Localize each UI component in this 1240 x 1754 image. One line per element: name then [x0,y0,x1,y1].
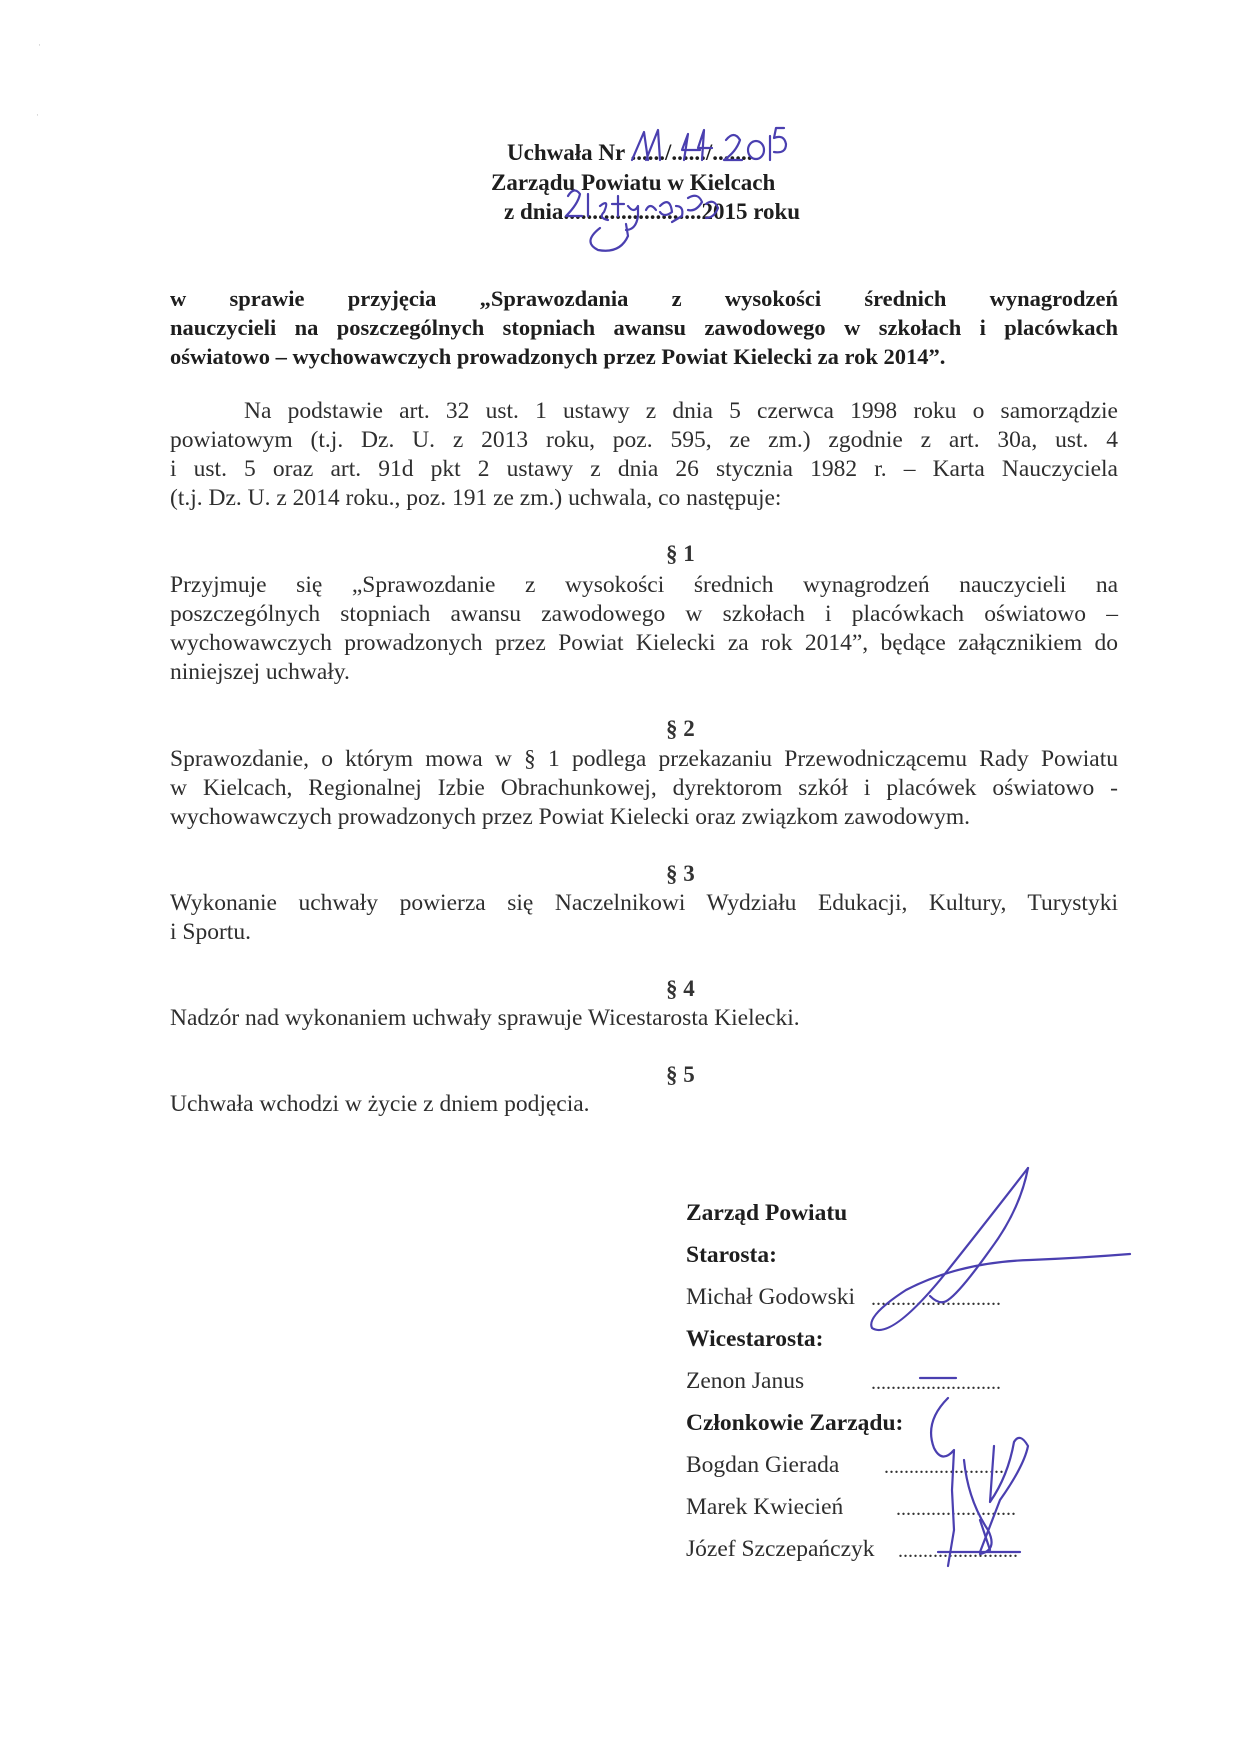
section-3-line-1: Wykonanie uchwały powierza się Naczelnikowi Wydziału Edukacji, Kultury, Turystyki [170,890,1118,916]
section-mark-4: § 4 [666,976,695,1001]
section-1-text [170,571,1118,687]
section-3-text [170,889,1118,947]
date-suffix: 2015 roku [701,199,801,224]
member-1-name: Bogdan Gierada [686,1452,840,1478]
resolution-board [491,170,775,196]
section-1-line-1: Przyjmuje się „Sprawozdanie z wysokości średnich wynagrodzeń nauczycieli na [170,572,1118,598]
section-2-line-3: wychowawczych prowadzonych przez Powiat Kielecki oraz związkom zawodowym. [170,804,970,830]
section-4-text [170,1004,1118,1033]
section-2-text [170,745,1118,832]
member-2-signature-line: ........................ [896,1498,1016,1520]
section-5-line-1: Uchwała wchodzi w życie z dniem podjęcia. [170,1091,590,1117]
section-mark-1: § 1 [666,541,695,566]
section-5-text [170,1090,1118,1119]
starosta-signature-line: .......................... [871,1288,1001,1310]
wicestarosta-name: Zenon Janus [686,1368,805,1394]
section-2-line-2: w Kielcach, Regionalnej Izbie Obrachunkowej, dyrektorom szkół i placówek oświatowo - [170,775,1118,801]
legal-basis-line-4: (t.j. Dz. U. z 2014 roku., poz. 191 ze zm.) uchwala, co następuje: [170,485,782,511]
subject-line-2: nauczycieli na poszczególnych stopniach awansu zawodowego w szkołach i placówkach [170,315,1118,340]
legal-basis-line-2: powiatowym (t.j. Dz. U. z 2013 roku, poz. 595, ze zm.) zgodnie z art. 30a, ust. 4 [170,427,1118,453]
member-2-name: Marek Kwiecień [686,1494,844,1520]
starosta-name: Michał Godowski [686,1284,856,1310]
section-2-line-1: Sprawozdanie, o którym mowa w § 1 podlega przekazaniu Przewodniczącemu Rady Powiatu [170,746,1118,772]
legal-basis-line-1: Na podstawie art. 32 ust. 1 ustawy z dnia 5 czerwca 1998 roku o samorządzie [244,398,1118,424]
scan-artifact: · [38,40,41,50]
subject-line-3: oświatowo – wychowawczych prowadzonych przez Powiat Kielecki za rok 2014”. [170,344,946,369]
date-prefix: z dnia [504,199,564,224]
board-heading: Zarząd Powiatu [686,1200,848,1226]
subject-line-1: w sprawie przyjęcia „Sprawozdania z wysokości średnich wynagrodzeń [170,286,1118,311]
resolution-title [507,140,753,166]
section-mark-5: § 5 [666,1062,695,1087]
legal-basis [170,397,1118,513]
section-mark-3: § 3 [666,861,695,886]
resolution-subject [170,284,1118,371]
member-3-signature-line: ........................ [898,1540,1018,1562]
section-1-line-3: wychowawczych prowadzonych przez Powiat Kielecki za rok 2014”, będące załącznikiem do [170,630,1118,656]
member-3-name: Józef Szczepańczyk [686,1536,875,1562]
starosta-label: Starosta: [686,1242,777,1268]
section-1-line-4: niniejszej uchwały. [170,659,350,685]
title-number-dots: ....../....../....... [630,140,753,165]
section-4-line-1: Nadzór nad wykonaniem uchwały sprawuje Wicestarosta Kielecki. [170,1005,800,1031]
date-dots: ........................ [563,199,702,224]
title-prefix: Uchwała Nr [507,140,625,165]
wicestarosta-signature-line: .......................... [871,1372,1001,1394]
section-1-line-2: poszczególnych stopniach awansu zawodowego w szkołach i placówkach oświatowo – [170,601,1118,627]
resolution-date [504,199,800,225]
board-name: Zarządu Powiatu w Kielcach [491,170,776,195]
section-3-line-2: i Sportu. [170,919,251,945]
section-mark-2: § 2 [666,716,695,741]
scan-artifact: · [36,110,39,120]
legal-basis-line-3: i ust. 5 oraz art. 91d pkt 2 ustawy z dnia 26 stycznia 1982 r. – Karta Nauczyciela [170,456,1118,482]
members-label: Członkowie Zarządu: [686,1410,904,1436]
member-1-signature-line: ........................ [884,1456,1004,1478]
wicestarosta-label: Wicestarosta: [686,1326,824,1352]
